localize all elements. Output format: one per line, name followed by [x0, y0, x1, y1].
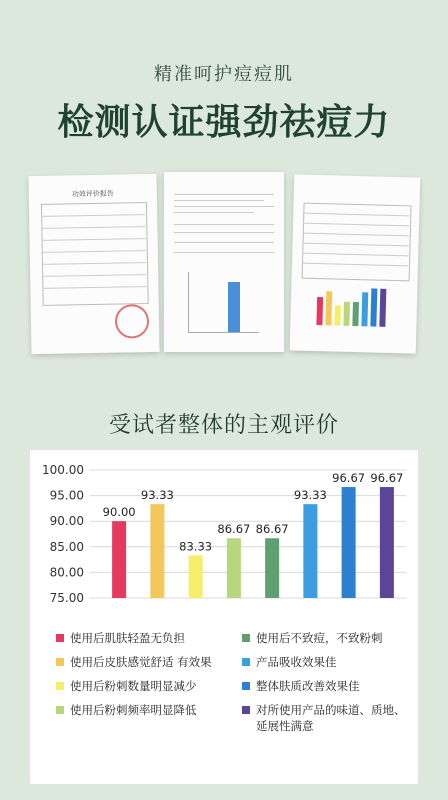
legend-swatch — [242, 658, 250, 666]
red-seal — [115, 304, 150, 339]
bar — [112, 521, 126, 598]
bar — [342, 487, 356, 598]
legend-label: 使用后粉刺频率明显降低 — [70, 703, 197, 717]
y-tick-label: 95.00 — [49, 488, 84, 503]
section-title: 受试者整体的主观评价 — [108, 413, 339, 438]
certificate-documents — [0, 170, 448, 370]
y-tick-label: 75.00 — [49, 591, 84, 605]
bar-value-label: 93.33 — [293, 488, 327, 503]
legend-swatch — [242, 682, 250, 690]
y-tick-label: 90.00 — [49, 514, 84, 529]
legend-label: 使用后不致痘，不致粉刺 — [256, 631, 383, 645]
mini-rainbow-chart — [316, 285, 387, 327]
bar — [227, 538, 241, 598]
y-tick-label: 80.00 — [49, 565, 84, 580]
bar-value-label: 90.00 — [102, 505, 136, 520]
bar — [265, 538, 279, 598]
certificate-doc-2 — [164, 172, 284, 352]
legend-label: 使用后皮肤感觉舒适 有效果 — [70, 655, 212, 669]
bar-value-label: 86.67 — [217, 522, 251, 537]
legend-label: 产品吸收效果佳 — [256, 655, 337, 669]
legend-swatch — [56, 682, 64, 690]
y-tick-label: 100.00 — [42, 463, 84, 477]
header — [0, 60, 448, 145]
bar-value-label: 96.67 — [332, 471, 366, 486]
bar-value-label: 93.33 — [140, 488, 174, 503]
mini-bar-chart-frame — [188, 272, 259, 333]
header-subtitle: 精准呵护痘痘肌 — [154, 64, 294, 85]
bar — [189, 555, 203, 598]
header-title: 检测认证强劲祛痘力 — [57, 102, 391, 143]
bar — [303, 504, 317, 598]
legend-label: 整体肤质改善效果佳 — [256, 679, 360, 693]
y-tick-label: 85.00 — [49, 539, 84, 554]
bar — [150, 504, 164, 598]
doc-table — [41, 202, 149, 306]
legend-label: 使用后肌肤轻盈无负担 — [70, 631, 185, 645]
certificate-doc-1 — [28, 174, 159, 354]
legend-swatch — [56, 634, 64, 642]
legend-swatch — [242, 634, 250, 642]
legend-label: 对所使用产品的味道、质地、延展性满意 — [256, 703, 406, 733]
bar — [380, 487, 394, 598]
bar-value-label: 83.33 — [179, 539, 213, 554]
legend-swatch — [242, 706, 250, 714]
legend-label: 使用后粉刺数量明显减少 — [70, 679, 197, 693]
certificate-doc-3 — [290, 174, 421, 353]
legend-swatch — [56, 658, 64, 666]
doc-heading: 功效评价报告 — [71, 189, 114, 199]
bar-value-label: 96.67 — [370, 471, 404, 486]
legend-swatch — [56, 706, 64, 714]
bar-value-label: 86.67 — [255, 522, 289, 537]
mini-bar — [228, 282, 240, 332]
